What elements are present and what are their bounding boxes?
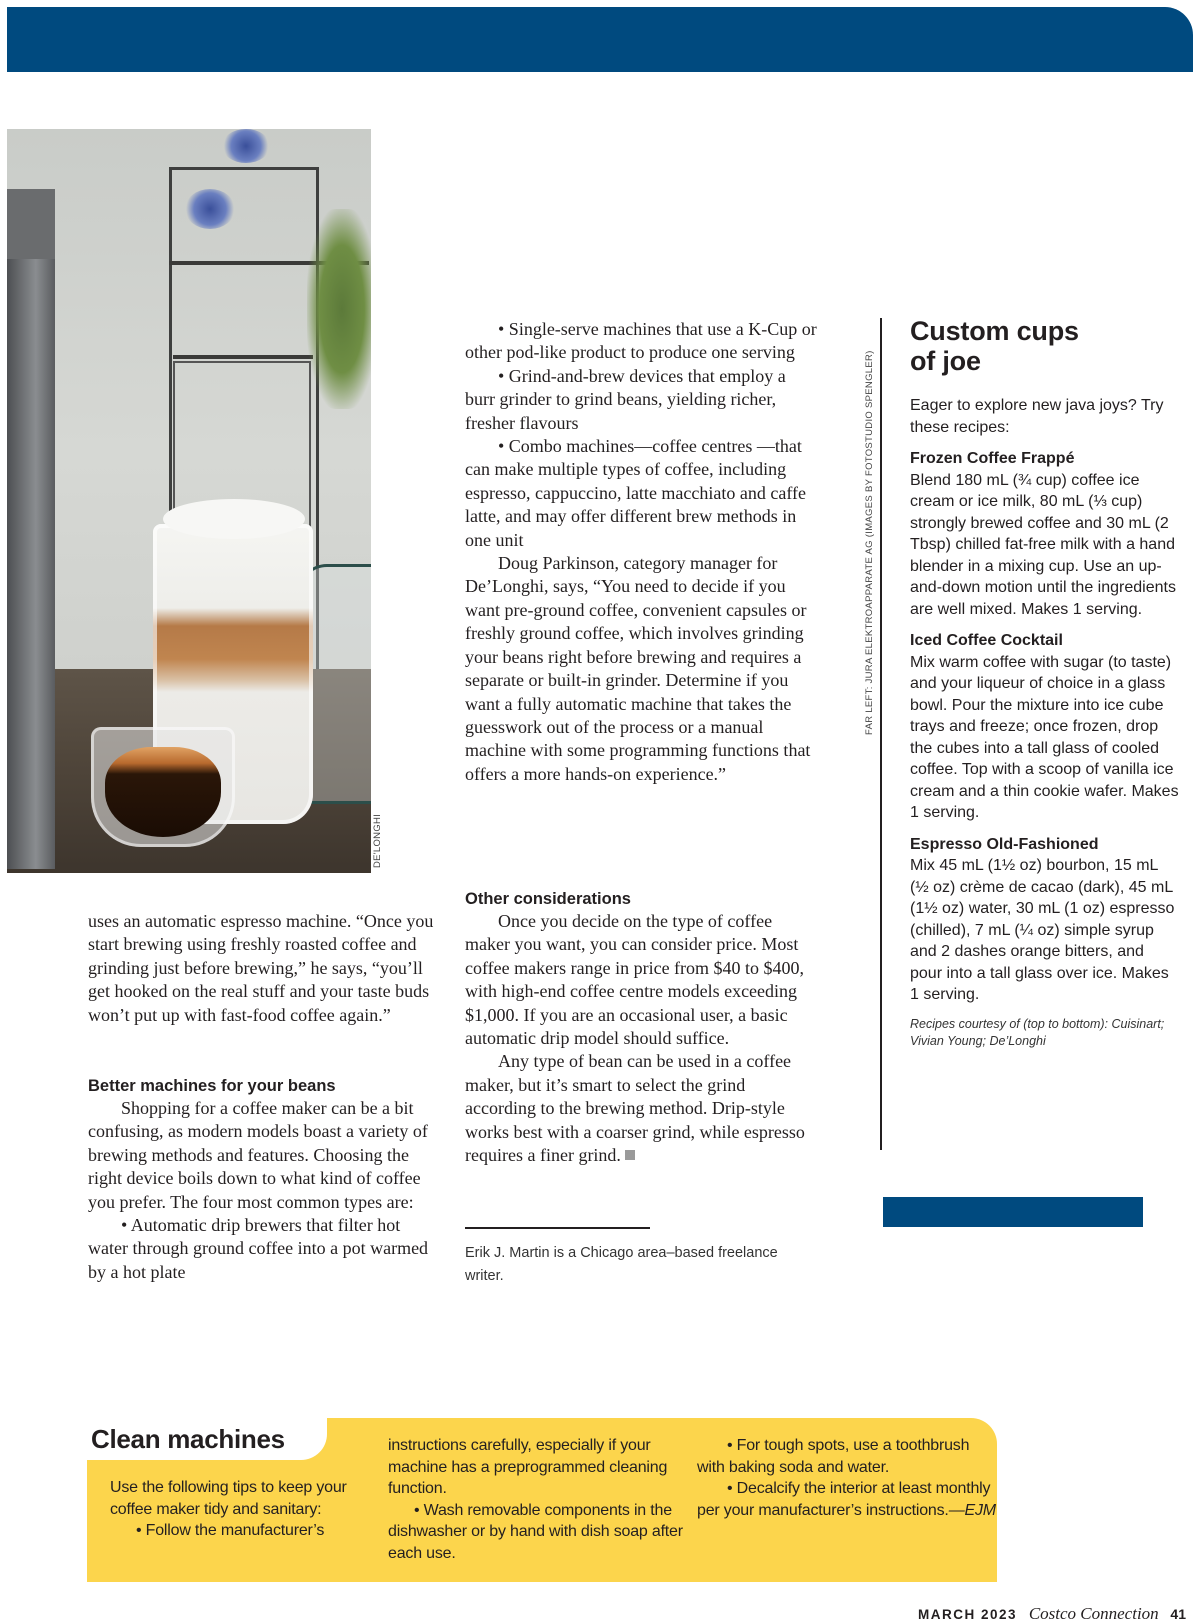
recipe-body: Mix 45 mL (1½ oz) bourbon, 15 mL (½ oz) crème de cacao (dark), 45 mL (1½ oz) water, 30 mL (1 oz) espresso (chilled), 7 mL (¼ oz) simple syrup and 2 dashes orange bitters, and pour into a tall glass over ice. Makes 1 serving.	[910, 857, 1175, 1003]
photo-leaves	[307, 209, 371, 409]
photo-credit: DE'LONGHI	[372, 813, 383, 868]
end-of-article-mark-icon	[625, 1150, 635, 1160]
clean-machines-title: Clean machines	[91, 1424, 285, 1454]
clean-machines-column-2	[388, 1435, 688, 1564]
clean-machines-column-1	[110, 1477, 370, 1542]
section-heading: Other considerations	[465, 890, 631, 908]
article-paragraph: Shopping for a coffee maker can be a bit confusing, as modern models boast a variety of brewing methods and features. Choosing the right device boils down to what kind of coffee you prefer. The four most common types are:	[88, 1098, 428, 1212]
photo-espresso	[105, 747, 221, 837]
recipe-iced-coffee-cocktail	[910, 630, 1180, 824]
sidebar-vertical-rule	[880, 318, 882, 1150]
article-paragraph: Once you decide on the type of coffee maker you want, you can consider price. Most coffee makers range in price from $40 to $400, with high-end coffee centre models exceeding $1,000. If you are an occasional user, a basic automatic drip model should suffice.	[465, 911, 805, 1049]
article-column-1-continuation	[88, 910, 444, 1027]
photo-shelf-board	[173, 355, 313, 359]
list-item-text: • Decalcify the interior at least monthly per your manufacturer’s instructions.	[697, 1480, 991, 1519]
photo-credit-far-left: FAR LEFT: JURA ELEKTROAPPARATE AG (IMAGES BY FOTOSTUDIO SPENGLER)	[864, 350, 875, 735]
photo-thistle-flower	[222, 129, 270, 163]
page-footer	[918, 1604, 1186, 1623]
publication-name: Costco Connection	[1028, 1604, 1159, 1623]
header-color-band	[7, 7, 1193, 72]
article-section-other-considerations	[465, 888, 820, 1167]
coffee-photo	[7, 129, 371, 873]
article-paragraph-quote: Doug Parkinson, category manager for De’Longhi, says, “You need to decide if you want pre-ground coffee, convenient capsules or freshly ground coffee, which involves grinding your beans right before brewing and requires a separate or built-in grinder. Determine if you want a fully automatic machine that takes the guesswork out of the process or a manual machine with some programming functions that offers a more hands-on experience.”	[465, 553, 811, 784]
bio-divider	[465, 1227, 650, 1229]
sidebar-intro: Eager to explore new java joys? Try these recipes:	[910, 397, 1164, 436]
photo-thistle-flower	[185, 189, 235, 229]
list-item: • Combo machines—coffee centres —that can make multiple types of coffee, including espresso, cappuccino, latte macchiato and caffe latte, and may offer different brew methods in one unit	[465, 436, 807, 550]
list-item: • Wash removable components in the dishwasher or by hand with dish soap after each use.	[388, 1501, 683, 1562]
list-item: • Single-serve machines that use a K-Cup or other pod-like product to produce one serving	[465, 319, 817, 363]
recipe-credits: Recipes courtesy of (top to bottom): Cuisinart; Vivian Young; De’Longhi	[910, 1016, 1165, 1048]
sidebar-title-line: of joe	[910, 346, 981, 376]
list-item	[697, 1478, 997, 1521]
list-item: • Automatic drip brewers that filter hot water through ground coffee into a pot warmed by a hot plate	[88, 1215, 429, 1282]
sidebar-color-bar	[883, 1197, 1143, 1227]
author-initials: —EJM	[948, 1501, 996, 1519]
recipe-name: Frozen Coffee Frappé	[910, 450, 1075, 467]
clean-machines-column-3	[697, 1435, 997, 1521]
recipe-name: Espresso Old-Fashioned	[910, 835, 1099, 853]
article-section-better-machines	[88, 1075, 444, 1284]
recipe-body: Blend 180 mL (¾ cup) coffee ice cream or ice milk, 80 mL (⅓ cup) strongly brewed coffee and 30 mL (2 Tbsp) chilled fat-free milk with a hand blender in a mixing cup. Use an up-and-down motion until the ingredients are well mixed. Makes 1 serving.	[910, 471, 1176, 618]
sidebar-title-line: Custom cups	[910, 316, 1079, 346]
list-item: • Follow the manufacturer’s	[136, 1522, 325, 1539]
recipes-sidebar	[910, 316, 1180, 1051]
article-paragraph: uses an automatic espresso machine. “Once you start brewing using freshly roasted coffee and grinding just before brewing,” he says, “you’ll get hooked on the real stuff and your taste buds won’t put up with fast-food coffee again.”	[88, 911, 434, 1025]
clean-machines-intro: Use the following tips to keep your coffee maker tidy and sanitary:	[110, 1479, 347, 1518]
photo-latte-foam	[163, 499, 305, 539]
sidebar-title	[910, 316, 1180, 376]
photo-espresso-cup	[91, 727, 235, 847]
issue-date: MARCH 2023	[918, 1607, 1018, 1622]
recipe-body: Mix warm coffee with sugar (to taste) and your liqueur of choice in a glass bowl. Pour the mixture into ice cube trays and freeze; once frozen, drop the cubes into a tall glass of cooled coffee. Top with a scoop of vanilla ice cream and a thin cookie wafer. Makes 1 serving.	[910, 653, 1179, 821]
photo-coffee-machine	[7, 189, 55, 869]
recipe-frozen-coffee-frappe	[910, 448, 1180, 620]
recipe-espresso-old-fashioned	[910, 834, 1180, 1006]
page-number: 41	[1170, 1606, 1186, 1622]
recipe-name: Iced Coffee Cocktail	[910, 632, 1063, 649]
photo-coffee-machine-top	[7, 189, 55, 259]
author-bio: Erik J. Martin is a Chicago area–based freelance writer.	[465, 1245, 778, 1284]
article-paragraph-text: Any type of bean can be used in a coffee maker, but it’s smart to select the grind according to the brewing method. Drip-style works best with a coarser grind, while espresso requires a finer grind.	[465, 1051, 805, 1166]
section-heading: Better machines for your beans	[88, 1077, 336, 1095]
article-paragraph	[465, 1050, 820, 1167]
list-item-continuation: instructions carefully, especially if your machine has a preprogrammed cleaning function.	[388, 1437, 668, 1497]
list-item: • For tough spots, use a toothbrush with baking soda and water.	[697, 1437, 970, 1476]
list-item: • Grind-and-brew devices that employ a burr grinder to grind beans, yielding richer, fresher flavours	[465, 365, 786, 433]
article-column-2	[465, 318, 820, 786]
